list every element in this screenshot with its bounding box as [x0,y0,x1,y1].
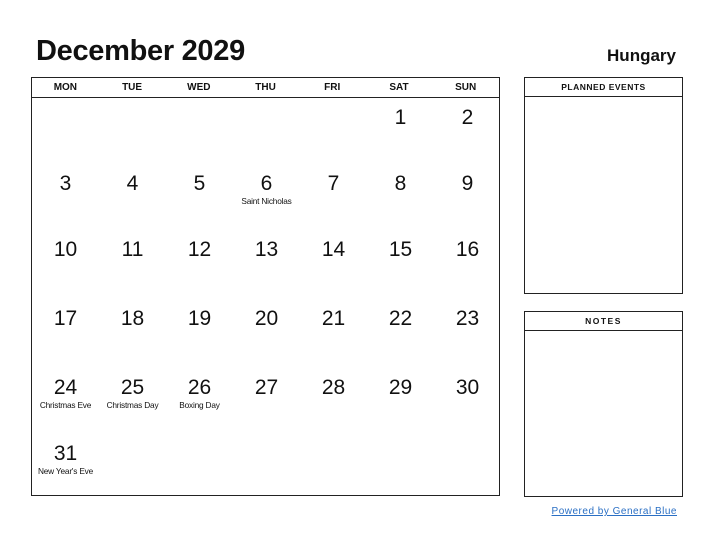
day-number: 28 [321,376,346,399]
powered-by-link[interactable]: Powered by General Blue [551,506,677,517]
day-number: 21 [321,307,346,330]
day-number: 25 [120,376,145,399]
day-cell [99,368,166,434]
day-number: 16 [455,238,480,261]
planned-events-heading: PLANNED EVENTS [525,78,682,97]
day-number: 13 [254,238,279,261]
day-number: 9 [461,172,474,195]
country-label: Hungary [607,46,676,65]
weekday-sat: SAT [389,82,409,93]
day-cell [300,230,367,299]
day-number: 1 [394,106,407,129]
day-number: 11 [121,238,144,261]
day-cell [32,98,99,164]
day-number: 5 [193,172,206,195]
day-number: 27 [254,376,279,399]
holiday-label: Christmas Eve [39,400,92,410]
day-cell [233,230,300,299]
day-number: 4 [126,172,139,195]
day-number [233,98,300,106]
weekday-wed: WED [187,82,211,93]
day-number: 30 [455,376,480,399]
day-cell [166,164,233,230]
day-cell [434,299,501,368]
day-cell [367,98,434,164]
day-cell [32,299,99,368]
weekday-header-row [32,78,499,98]
weekday-tue: TUE [122,82,143,93]
calendar-grid [31,77,500,496]
day-number [99,98,166,106]
day-number: 26 [187,376,212,399]
day-cell [166,434,233,500]
day-number: 29 [388,376,413,399]
day-cell [32,230,99,299]
day-cell [367,164,434,230]
day-cell [233,434,300,500]
day-number: 19 [187,307,212,330]
weekday-thu: THU [255,82,276,93]
day-number: 3 [59,172,72,195]
day-cell [233,98,300,164]
day-cell [300,164,367,230]
day-grid [32,98,499,500]
day-number: 17 [53,307,78,330]
day-cell [166,299,233,368]
notes-heading: NOTES [525,312,682,331]
day-number [166,434,233,442]
weekday-sun: SUN [455,82,477,93]
day-number [300,98,367,106]
day-cell [99,98,166,164]
weekday-fri: FRI [324,82,341,93]
day-cell [99,230,166,299]
day-cell [32,164,99,230]
day-cell [32,434,99,500]
day-cell [166,98,233,164]
day-number: 31 [53,442,78,465]
day-number [233,434,300,442]
day-cell [233,368,300,434]
day-number [166,98,233,106]
holiday-label: Boxing Day [179,400,220,410]
day-cell [367,368,434,434]
day-cell [32,368,99,434]
day-number: 23 [455,307,480,330]
day-cell [300,434,367,500]
holiday-label: New Year's Eve [37,466,94,476]
day-number: 8 [394,172,407,195]
day-number: 14 [321,238,346,261]
day-number: 6 [260,172,273,195]
day-cell [166,230,233,299]
day-number: 24 [53,376,78,399]
day-cell [434,368,501,434]
day-cell [166,368,233,434]
day-number: 22 [388,307,413,330]
day-number [367,434,434,442]
day-cell [99,164,166,230]
day-cell [367,299,434,368]
day-cell [367,434,434,500]
day-number [300,434,367,442]
month-title: December 2029 [36,35,245,67]
day-cell [434,230,501,299]
notes-panel [524,311,683,497]
day-cell [300,299,367,368]
day-number [32,98,99,106]
day-cell [300,98,367,164]
day-cell [434,164,501,230]
planned-events-panel [524,77,683,294]
day-number: 20 [254,307,279,330]
weekday-mon: MON [53,82,78,93]
day-number: 2 [461,106,474,129]
day-cell [99,434,166,500]
day-number: 12 [187,238,212,261]
day-number: 10 [53,238,78,261]
day-number: 18 [120,307,145,330]
day-number [434,434,501,442]
day-cell [233,164,300,230]
day-cell [99,299,166,368]
day-cell [434,434,501,500]
day-cell [233,299,300,368]
day-cell [300,368,367,434]
day-number: 15 [388,238,413,261]
day-number: 7 [327,172,340,195]
day-number [99,434,166,442]
holiday-label: Christmas Day [106,400,159,410]
day-cell [434,98,501,164]
holiday-label: Saint Nicholas [241,196,292,206]
day-cell [367,230,434,299]
